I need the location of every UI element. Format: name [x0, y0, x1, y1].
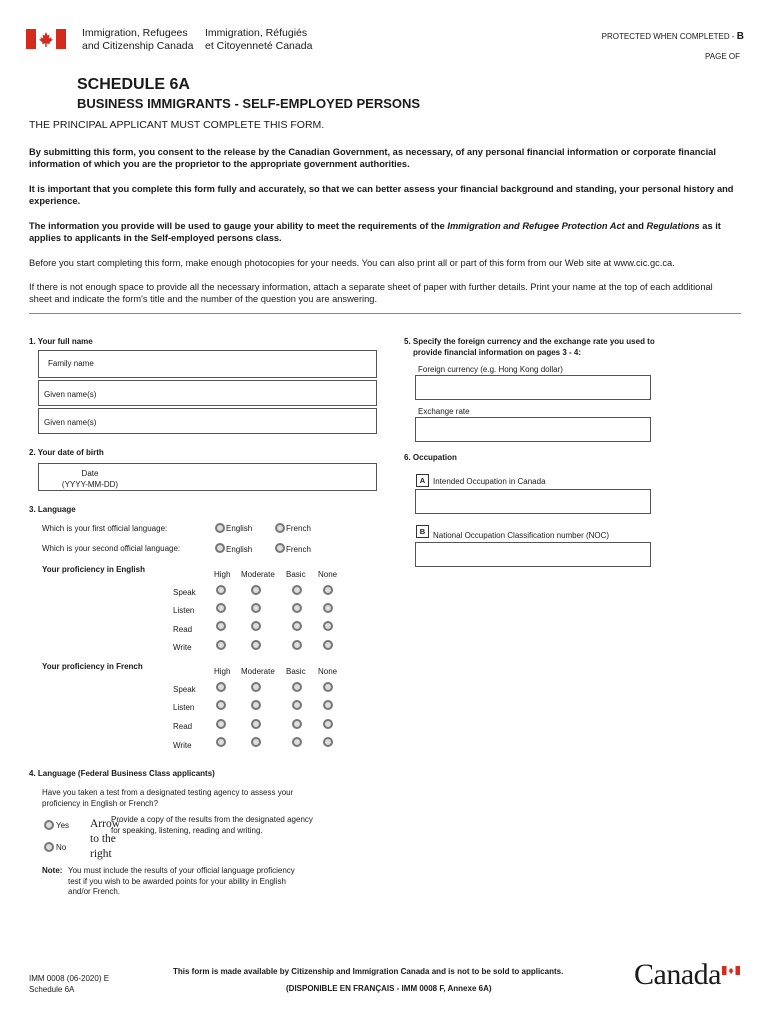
second-english-label: English	[226, 545, 253, 554]
info-text-a: The information you provide will be used to gauge your ability to meet the requirements of the	[29, 221, 448, 231]
information-paragraph	[29, 220, 734, 244]
second-language-label: Which is your second official language:	[42, 544, 181, 553]
q4-copy-line-2: for speaking, listening, reading and writing.	[111, 825, 263, 835]
fr-listen-none-radio[interactable]	[323, 700, 333, 710]
level-moderate-fr: Moderate	[241, 667, 275, 676]
section-divider	[29, 313, 741, 314]
level-high: High	[214, 570, 231, 579]
fr-read-high-radio[interactable]	[216, 719, 226, 729]
en-write-basic-radio[interactable]	[292, 640, 302, 650]
footer-french: (DISPONIBLE EN FRANÇAIS - IMM 0008 F, Annexe 6A)	[286, 984, 492, 993]
dept-en-line-1: Immigration, Refugees	[82, 27, 188, 39]
arrow-right-icon: Arrow to the right	[90, 818, 121, 860]
q4-question	[42, 787, 293, 809]
en-read-moderate-radio[interactable]	[251, 621, 261, 631]
q4-no-label: No	[56, 843, 67, 852]
protected-notice	[602, 31, 744, 42]
level-moderate: Moderate	[241, 570, 275, 579]
consent-paragraph: By submitting this form, you consent to the release by the Canadian Government, as necessary, of any personal financial information or corporate financial information of which you are the proprietor to the appropriate government authorities.	[29, 147, 716, 169]
form-number-text: IMM 0008 (06-2020) E	[29, 974, 110, 983]
fr-listen-moderate-radio[interactable]	[251, 700, 261, 710]
date-format: (YYYY-MM-DD)	[61, 480, 119, 489]
fr-read-moderate-radio[interactable]	[251, 719, 261, 729]
q4-yes-radio[interactable]	[44, 820, 54, 830]
q4-note-text	[68, 866, 295, 898]
en-read-basic-radio[interactable]	[292, 621, 302, 631]
fr-read-none-radio[interactable]	[323, 719, 333, 729]
skill-write-en: Write	[173, 643, 192, 652]
form-number	[29, 973, 109, 995]
en-write-none-radio[interactable]	[323, 640, 333, 650]
second-french-radio[interactable]	[275, 543, 285, 553]
form-subtitle: BUSINESS IMMIGRANTS - SELF-EMPLOYED PERSONS	[77, 96, 421, 111]
date-label	[45, 468, 135, 490]
first-language-label: Which is your first official language:	[42, 524, 168, 533]
first-french-label: French	[286, 524, 311, 533]
currency-label: Foreign currency (e.g. Hong Kong dollar)	[418, 365, 563, 374]
fr-listen-high-radio[interactable]	[216, 700, 226, 710]
level-none: None	[318, 570, 338, 579]
fr-speak-high-radio[interactable]	[216, 682, 226, 692]
fr-write-none-radio[interactable]	[323, 737, 333, 747]
space-paragraph: If there is not enough space to provide all the necessary information, attach a separate sheet of paper with further details. Print your name at the top of each additional sheet and indicate the form's title and the number of the question you are answering.	[29, 282, 713, 304]
q4-label: 4. Language (Federal Business Class applicants)	[29, 769, 215, 778]
info-act: Immigration and Refugee Protection Act	[447, 221, 625, 231]
second-english-radio[interactable]	[215, 543, 225, 553]
en-speak-none-radio[interactable]	[323, 585, 333, 595]
wordmark-flag-icon	[722, 962, 740, 971]
first-english-label: English	[226, 524, 253, 533]
level-basic: Basic	[286, 570, 306, 579]
skill-listen-en: Listen	[173, 606, 195, 615]
en-speak-basic-radio[interactable]	[292, 585, 302, 595]
en-listen-high-radio[interactable]	[216, 603, 226, 613]
noc-number-field[interactable]	[415, 542, 651, 567]
en-listen-basic-radio[interactable]	[292, 603, 302, 613]
first-english-radio[interactable]	[215, 523, 225, 533]
given-name-label-2: Given name(s)	[44, 418, 97, 427]
q4-copy-line-1: Provide a copy of the results from the designated agency	[111, 815, 313, 824]
en-read-high-radio[interactable]	[216, 621, 226, 631]
exchange-rate-label: Exchange rate	[418, 407, 470, 416]
q5-label-line-1: 5. Specify the foreign currency and the exchange rate you used to	[404, 337, 655, 346]
occupation-a-label: Intended Occupation in Canada	[433, 477, 546, 486]
footer-notice: This form is made available by Citizenship and Immigration Canada and is not to be sold to applicants.	[173, 967, 564, 976]
department-name-en	[82, 27, 194, 52]
skill-read-fr: Read	[173, 722, 193, 731]
q4-yes-label: Yes	[56, 821, 70, 830]
en-speak-moderate-radio[interactable]	[251, 585, 261, 595]
q4-note-label: Note:	[42, 866, 63, 875]
skill-read-en: Read	[173, 625, 193, 634]
q6-label: 6. Occupation	[404, 453, 457, 462]
q3-label: 3. Language	[29, 505, 76, 514]
level-basic-fr: Basic	[286, 667, 306, 676]
dept-en-line-2: and Citizenship Canada	[82, 39, 194, 52]
info-text-c: as it applies to applicants in the Self-employed persons class.	[29, 221, 721, 243]
en-write-moderate-radio[interactable]	[251, 640, 261, 650]
fr-speak-none-radio[interactable]	[323, 682, 333, 692]
q4-no-radio[interactable]	[44, 842, 54, 852]
first-french-radio[interactable]	[275, 523, 285, 533]
family-name-label: Family name	[48, 359, 94, 368]
fr-speak-moderate-radio[interactable]	[251, 682, 261, 692]
info-text-b: and	[624, 221, 647, 231]
proficiency-english-label: Your proficiency in English	[42, 565, 145, 574]
proficiency-french-label: Your proficiency in French	[42, 662, 143, 671]
occupation-b-tag: B	[416, 525, 429, 538]
q5-label	[404, 336, 655, 358]
page-of: PAGE OF	[705, 52, 740, 61]
info-regulations: Regulations	[646, 221, 700, 231]
canada-flag-icon	[26, 29, 66, 49]
fr-write-moderate-radio[interactable]	[251, 737, 261, 747]
protected-letter: B	[736, 31, 744, 42]
q4-note-line-3: and/or French.	[68, 887, 121, 896]
q4-question-line-2: proficiency in English or French?	[42, 799, 159, 808]
department-name-fr	[205, 27, 312, 52]
second-french-label: French	[286, 545, 311, 554]
q5-label-line-2: provide financial information on pages 3 - 4:	[413, 348, 582, 357]
principal-notice: THE PRINCIPAL APPLICANT MUST COMPLETE THIS FORM.	[29, 119, 325, 131]
level-high-fr: High	[214, 667, 231, 676]
occupation-a-tag: A	[416, 474, 429, 487]
foreign-currency-field[interactable]	[415, 375, 651, 400]
exchange-rate-field[interactable]	[415, 417, 651, 442]
en-speak-high-radio[interactable]	[216, 585, 226, 595]
given-name-field-2[interactable]	[38, 408, 377, 434]
en-write-high-radio[interactable]	[216, 640, 226, 650]
family-name-field[interactable]	[38, 350, 377, 378]
skill-write-fr: Write	[173, 741, 192, 750]
fr-speak-basic-radio[interactable]	[292, 682, 302, 692]
protected-label: PROTECTED WHEN COMPLETED -	[601, 32, 737, 41]
date-of-birth-field[interactable]	[38, 463, 377, 491]
important-paragraph: It is important that you complete this form fully and accurately, so that we can better assess your financial background and standing, your personal history and experience.	[29, 184, 734, 206]
fr-write-high-radio[interactable]	[216, 737, 226, 747]
en-read-none-radio[interactable]	[323, 621, 333, 631]
schedule-title: SCHEDULE 6A	[77, 76, 190, 93]
q4-copy-instruction	[111, 815, 313, 836]
q1-label: 1. Your full name	[29, 337, 93, 346]
given-name-label-1: Given name(s)	[44, 390, 97, 399]
schedule-number-text: Schedule 6A	[29, 985, 75, 994]
photocopies-paragraph: Before you start completing this form, make enough photocopies for your needs. You can also print all or part of this form from our Web site at www.cic.gc.ca.	[29, 258, 675, 268]
q4-note-line-2: test if you wish to be awarded points for your ability in English	[68, 876, 286, 886]
intended-occupation-field[interactable]	[415, 489, 651, 514]
skill-speak-fr: Speak	[173, 685, 196, 694]
fr-read-basic-radio[interactable]	[292, 719, 302, 729]
canada-wordmark: Canada	[634, 958, 721, 991]
skill-speak-en: Speak	[173, 588, 196, 597]
dept-fr-line-2: et Citoyenneté Canada	[205, 39, 313, 52]
q2-label: 2. Your date of birth	[29, 448, 104, 457]
q4-note-line-1: You must include the results of your official language proficiency	[68, 866, 295, 875]
fr-listen-basic-radio[interactable]	[292, 700, 302, 710]
date-text: Date	[81, 469, 99, 478]
level-none-fr: None	[318, 667, 338, 676]
skill-listen-fr: Listen	[173, 703, 195, 712]
dept-fr-line-1: Immigration, Réfugiés	[205, 27, 308, 39]
given-name-field-1[interactable]	[38, 380, 377, 406]
occupation-b-label: National Occupation Classification number (NOC)	[433, 531, 610, 540]
en-listen-moderate-radio[interactable]	[251, 603, 261, 613]
en-listen-none-radio[interactable]	[323, 603, 333, 613]
fr-write-basic-radio[interactable]	[292, 737, 302, 747]
q4-question-line-1: Have you taken a test from a designated testing agency to assess your	[42, 788, 294, 797]
